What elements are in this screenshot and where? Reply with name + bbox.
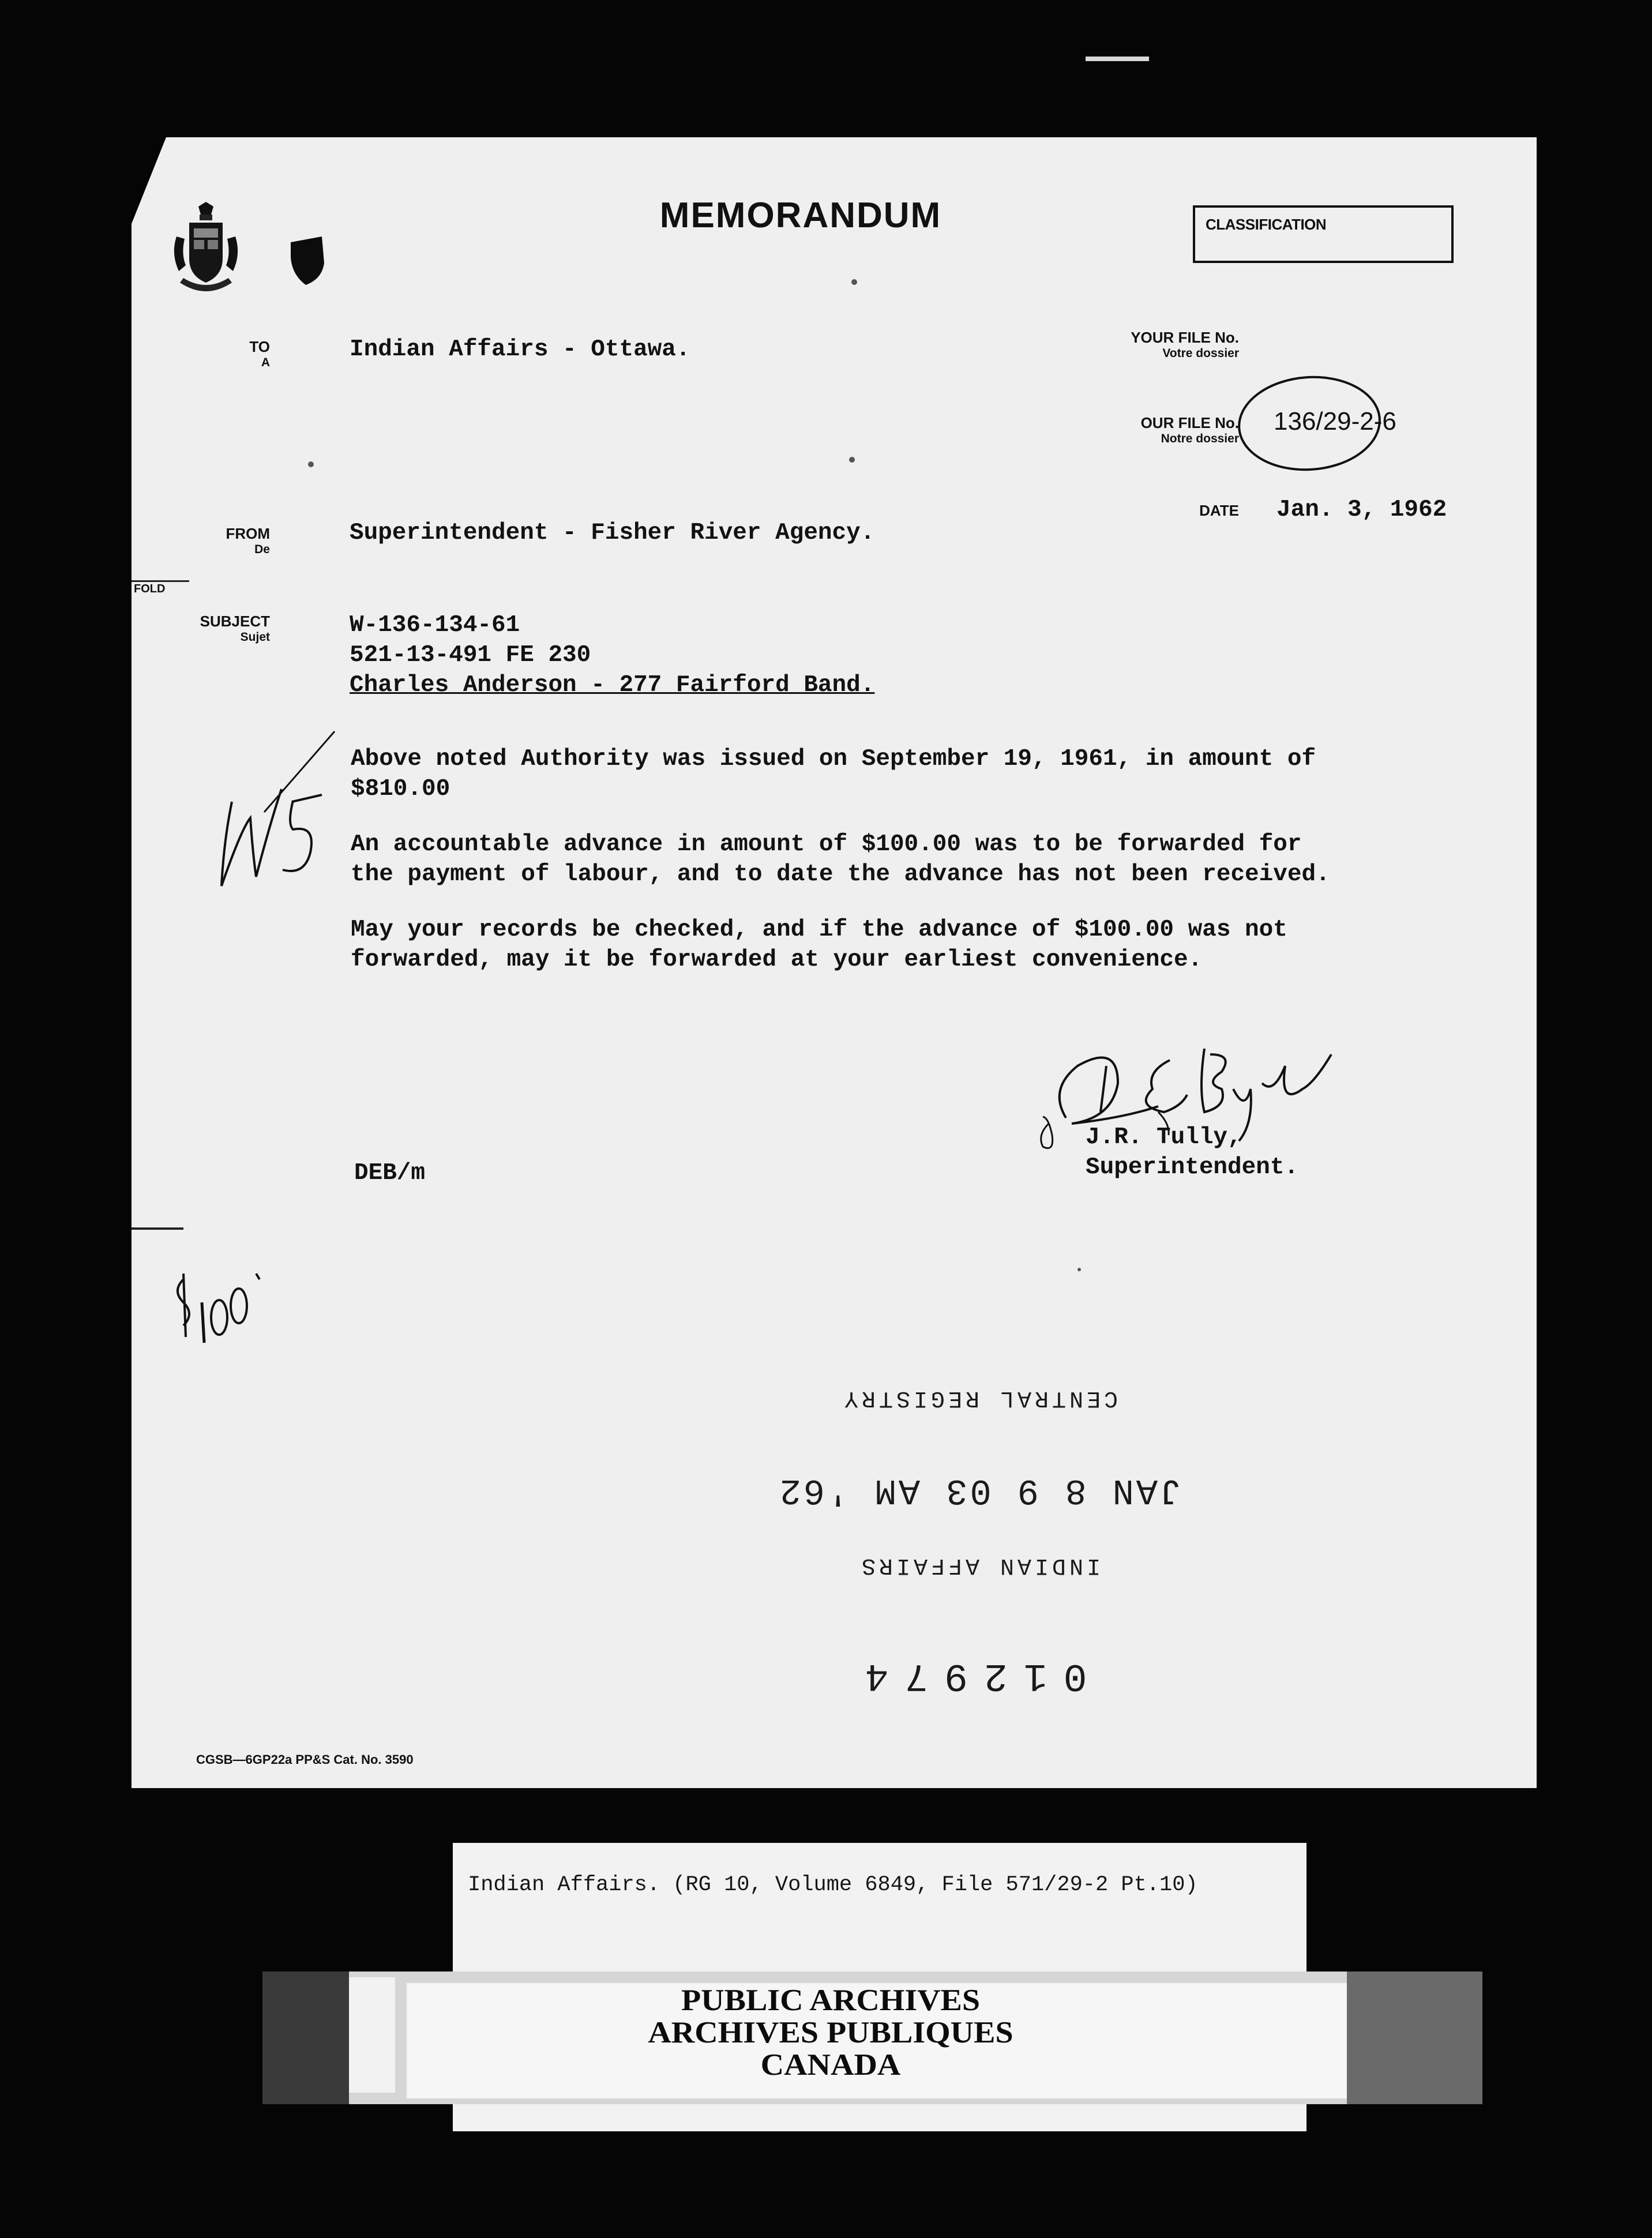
subject-line: 521-13-491 FE 230 (350, 642, 591, 669)
signatory-title: Superintendent. (1086, 1154, 1299, 1181)
strip-highlight (349, 1977, 395, 2093)
subject-label-group (189, 613, 270, 645)
fold-label: FOLD (134, 583, 166, 595)
memo-title: MEMORANDUM (659, 196, 942, 235)
speck (849, 457, 855, 463)
stamp-line: INDIAN AFFAIRS (858, 1552, 1101, 1578)
our-file-label: OUR FILE No. (1140, 414, 1239, 431)
speck (308, 461, 314, 467)
margin-line (132, 1227, 183, 1230)
archives-logo (606, 1984, 1056, 2081)
from-label-fr: De (254, 543, 270, 556)
our-file-label-fr: Notre dossier (1161, 432, 1239, 445)
date-value: Jan. 3, 1962 (1276, 497, 1447, 523)
speck (851, 279, 857, 285)
archives-line: PUBLIC ARCHIVES (681, 1983, 981, 2018)
registry-number: 012974 (848, 1653, 1087, 1698)
your-file-label: YOUR FILE No. (1131, 329, 1239, 346)
paragraph-line: $810.00 (351, 776, 450, 802)
classification-box (1193, 205, 1454, 263)
paragraph-line: the payment of labour, and to date the advance has not been received. (351, 861, 1330, 888)
to-label: TO (249, 338, 270, 355)
our-file-label-group (1077, 414, 1239, 446)
to-label-fr: A (261, 356, 270, 369)
stamp-line: CENTRAL REGISTRY (840, 1385, 1118, 1411)
form-code: CGSB—6GP22a PP&S Cat. No. 3590 (196, 1752, 414, 1767)
archives-line: CANADA (760, 2048, 901, 2082)
typist-initials: DEB/m (354, 1160, 426, 1186)
film-mark (1086, 57, 1149, 61)
subject-line: W-136-134-61 (350, 612, 520, 639)
margin-initials-handwriting (206, 726, 339, 899)
torn-corner (132, 137, 166, 224)
paragraph-line: May your records be checked, and if the advance of $100.00 was not (351, 917, 1287, 943)
stamp-date: JAN 8 9 03 AM '62 (777, 1470, 1182, 1511)
from-label: FROM (226, 525, 270, 542)
strip-shadow (262, 1972, 349, 2104)
memo-sheet (132, 137, 1537, 1788)
subject-label: SUBJECT (200, 613, 270, 630)
date-label-group (1181, 502, 1239, 519)
to-label-group (212, 338, 270, 370)
coat-of-arms-icon (168, 202, 243, 300)
from-label-group (212, 525, 270, 557)
signatory-name: J.R. Tully, (1086, 1124, 1242, 1151)
fold-line (132, 580, 189, 582)
strip-shadow (1347, 1972, 1482, 2104)
date-label: DATE (1199, 502, 1239, 519)
paragraph-line: An accountable advance in amount of $100.00 was to be forwarded for (351, 831, 1302, 858)
your-file-label-fr: Votre dossier (1162, 347, 1239, 360)
archives-line: ARCHIVES PUBLIQUES (648, 2015, 1013, 2050)
paragraph-line: Above noted Authority was issued on September 19, 1961, in amount of (351, 746, 1316, 772)
from-value: Superintendent - Fisher River Agency. (350, 520, 875, 546)
margin-amount-handwriting (166, 1256, 270, 1349)
citation-text: Indian Affairs. (RG 10, Volume 6849, File 571/29-2 Pt.10) (468, 1873, 1198, 1897)
registry-stamp (754, 1380, 1204, 1582)
classification-label: CLASSIFICATION (1206, 216, 1327, 233)
our-file-value: 136/29-2-6 (1274, 407, 1396, 435)
speck (1077, 1268, 1081, 1271)
your-file-label-group (1077, 329, 1239, 361)
subject-label-fr: Sujet (240, 630, 270, 644)
paragraph-line: forwarded, may it be forwarded at your earliest convenience. (351, 947, 1203, 973)
to-value: Indian Affairs - Ottawa. (350, 336, 690, 363)
subject-line: Charles Anderson - 277 Fairford Band. (350, 672, 875, 699)
shield-icon (288, 234, 326, 286)
